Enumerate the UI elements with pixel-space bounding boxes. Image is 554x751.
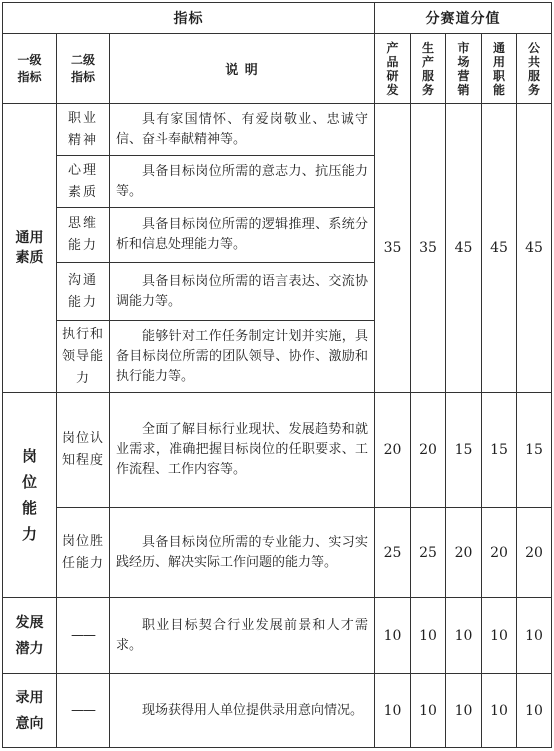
description-cell: 具备目标岗位所需的专业能力、实习实践经历、解决实际工作问题的能力等。: [110, 508, 375, 598]
score-cell: 10: [375, 598, 411, 674]
description-cell: 具有家国情怀、有爱岗敬业、忠诚守信、奋斗奉献精神等。: [110, 104, 375, 156]
score-cell: 15: [482, 393, 517, 508]
score-cell: 10: [446, 598, 482, 674]
table-row: [3, 104, 552, 156]
score-cell: 35: [411, 104, 446, 393]
description-cell: 能够针对工作任务制定计划并实施，具备目标岗位所需的团队领导、协作、激励和执行能力等。: [110, 321, 375, 393]
level1-cell: 岗位能力: [3, 393, 57, 598]
description-cell: 全面了解目标行业现状、发展趋势和就业需求，准确把握目标岗位的任职要求、工作流程、工作内容等。: [110, 393, 375, 508]
score-cell: 15: [517, 393, 552, 508]
score-cell: 20: [446, 508, 482, 598]
score-cell: 20: [482, 508, 517, 598]
description-cell: 现场获得用人单位提供录用意向情况。: [110, 674, 375, 748]
table-row: [3, 598, 552, 674]
header-level1: 一级指标: [3, 34, 57, 104]
header-track-5: 公共服务: [517, 34, 552, 104]
level2-cell: 沟通能力: [57, 263, 110, 321]
table-row: [3, 393, 552, 508]
level1-cell: 录用意向: [3, 674, 57, 748]
table-row: [3, 674, 552, 748]
score-cell: 10: [517, 598, 552, 674]
level1-cell: 通用素质: [3, 104, 57, 393]
header-description: 说 明: [110, 34, 375, 104]
score-cell: 10: [411, 674, 446, 748]
header-row-1: [3, 3, 552, 34]
header-level2: 二级指标: [57, 34, 110, 104]
level2-cell: 岗位胜任能力: [57, 508, 110, 598]
score-cell: 20: [517, 508, 552, 598]
header-track-1: 产品研发: [375, 34, 411, 104]
level2-cell: 思维能力: [57, 208, 110, 263]
level2-cell: ——: [57, 598, 110, 674]
score-cell: 25: [411, 508, 446, 598]
score-cell: 20: [375, 393, 411, 508]
score-cell: 15: [446, 393, 482, 508]
description-cell: 具备目标岗位所需的意志力、抗压能力等。: [110, 156, 375, 208]
description-cell: 具备目标岗位所需的逻辑推理、系统分析和信息处理能力等。: [110, 208, 375, 263]
score-cell: 10: [411, 598, 446, 674]
header-track-3: 市场营销: [446, 34, 482, 104]
score-cell: 35: [375, 104, 411, 393]
score-cell: 10: [482, 674, 517, 748]
level2-cell: 心理素质: [57, 156, 110, 208]
score-cell: 25: [375, 508, 411, 598]
table-row: [3, 508, 552, 598]
level2-cell: 岗位认知程度: [57, 393, 110, 508]
score-cell: 10: [375, 674, 411, 748]
header-indicator: 指标: [3, 3, 375, 34]
header-track-4: 通用职能: [482, 34, 517, 104]
header-track-2: 生产服务: [411, 34, 446, 104]
level1-cell: 发展潜力: [3, 598, 57, 674]
level2-cell: 执行和领导能力: [57, 321, 110, 393]
description-cell: 具备目标岗位所需的语言表达、交流协调能力等。: [110, 263, 375, 321]
header-scores-group: 分赛道分值: [375, 3, 552, 34]
score-cell: 45: [482, 104, 517, 393]
level2-cell: 职业精神: [57, 104, 110, 156]
score-cell: 20: [411, 393, 446, 508]
header-row-2: [3, 34, 552, 104]
score-cell: 10: [517, 674, 552, 748]
score-cell: 10: [482, 598, 517, 674]
level2-cell: ——: [57, 674, 110, 748]
score-cell: 45: [446, 104, 482, 393]
scoring-table: [2, 2, 552, 748]
score-cell: 45: [517, 104, 552, 393]
description-cell: 职业目标契合行业发展前景和人才需求。: [110, 598, 375, 674]
score-cell: 10: [446, 674, 482, 748]
